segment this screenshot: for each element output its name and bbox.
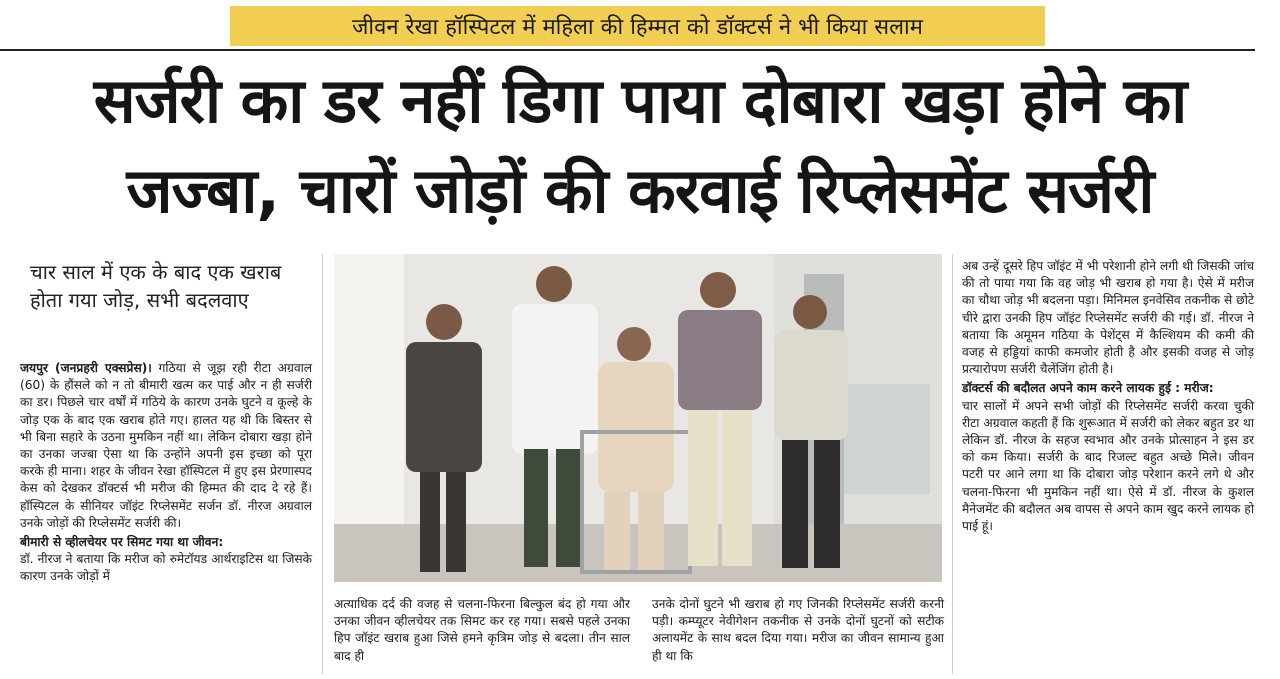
article-column-4 (962, 258, 1254, 535)
headline-line-2: जज्बा, चारों जोड़ों की करवाई रिप्लेसमेंट सर्जरी (126, 154, 1154, 227)
article-column-3 (652, 596, 944, 665)
kicker-text: जीवन रेखा हॉस्पिटल में महिला की हिम्मत को डॉक्टर्स ने भी किया सलाम (352, 15, 923, 40)
subheadline: चार साल में एक के बाद एक खराब होता गया जोड़, सभी बदलवाए (30, 260, 282, 312)
column-divider (952, 254, 953, 674)
photo-illustration (334, 254, 942, 582)
dateline: जयपुर (जनप्रहरी एक्सप्रेस)। (20, 361, 152, 375)
col4-paragraph-1: अब उन्हें दूसरे हिप जॉइंट में भी परेशानी होने लगी थी जिसकी जांच की तो पाया गया कि वह जोड़ भी खराब हो गया है। ऐसे में मरीज का चौथा जोड़ भी बदलना पड़ा। मिनिमल इनवेसिव तकनीक से छोटे चीरे द्वारा उनकी हिप जॉइंट रिप्लेसमेंट सर्जरी की गई। डॉ. नीरज ने बताया कि अमूमन गठिया के पेशेंट्स में कैल्शियम की कमी की वजह से हड्डियां काफी कमजोर होती है और इसकी वजह से जोड़ प्रत्यारोपण सर्जरी चैलेंजिंग होती है। (962, 259, 1254, 377)
headline-line-1: सर्जरी का डर नहीं डिगा पाया दोबारा खड़ा होने का (93, 64, 1187, 137)
article-column-1 (20, 360, 312, 586)
col4-paragraph-2: चार सालों में अपने सभी जोड़ों की रिप्लेसमेंट सर्जरी करवा चुकी रीटा अग्रवाल कहती हैं कि शुरूआत में सर्जरी को लेकर बहुत डर था लेकिन डॉ. नीरज के सहज स्वभाव और उनके प्रोत्साहन ने इस डर को कम किया। सर्जरी के बाद रिजल्ट बहुत अच्छे मिले। जीवन पटरी पर आने लगा था कि दोबारा जोड़ परेशान करने लगे थे और चलना-फिरना भी मुमकिन नहीं था। ऐसे में डॉ. नीरज के कुशल मैनेजमेंट की बदौलत अब वापस से अपने काम खुद करने लायक हो पाई हूं। (962, 398, 1254, 534)
column-divider (322, 254, 323, 674)
kicker-banner (230, 6, 1045, 46)
header-rule (0, 49, 1255, 51)
col1-crosshead: बीमारी से व्हीलचेयर पर सिमट गया था जीवन: (20, 535, 224, 550)
col3-paragraph: उनके दोनों घुटने भी खराब हो गए जिनकी रिप्लेसमेंट सर्जरी करनी पड़ी। कम्प्यूटर नेवीगेशन तकनीक से उनके दोनों घुटनों को सटीक अलायमेंट के साथ बदल दिया गया। मरीज का जीवन सामान्य हुआ ही था कि (652, 597, 944, 663)
col4-crosshead: डॉक्टर्स की बदौलत अपने काम करने लायक हुई : मरीज: (962, 381, 1214, 396)
col1-paragraph-1: गठिया से जूझ रही रीटा अग्रवाल (60) के हौंसले को न तो बीमारी खत्म कर पाई और न ही सर्जरी का डर। पिछले चार वर्षों में गठिये के कारण उनके घुटने व कूल्हे के जोड़ एक के बाद एक खराब होते गए। हालत यह थी कि बिस्तर से भी बिना सहारे के उठना मुमकिन नहीं था। लेकिन दोबारा खड़ा होने का उनका जज्बा ऐसा था कि उन्होंने अपनी इस इच्छा को पूरा करके ही माना। शहर के जीवन रेखा हॉस्पिटल में हुए इस प्रेरणास्पद केस को देखकर डॉक्टर्स भी मरीज की हिम्मत की दाद दे रहे हैं। हॉस्पिटल के सीनियर जॉइंट रिप्लेसमेंट सर्जन डॉ. नीरज अग्रवाल उनके जोड़ों की रिप्लेसमेंट सर्जरी की। (20, 361, 313, 530)
news-photo (334, 254, 942, 582)
col1-paragraph-2: डॉ. नीरज ने बताया कि मरीज को रुमेटॉयड आर्थराइटिस था जिसके कारण उनके जोड़ों में (20, 552, 312, 584)
article-column-2 (334, 596, 630, 665)
col2-paragraph: अत्याधिक दर्द की वजह से चलना-फिरना बिल्कुल बंद हो गया और उनका जीवन व्हीलचेयर तक सिमट कर रह गया। सबसे पहले उनका हिप जॉइंट खराब हुआ जिसे हमने कृत्रिम जोड़ से बदला। तीन साल बाद ही (334, 597, 630, 663)
headline (20, 56, 1260, 236)
